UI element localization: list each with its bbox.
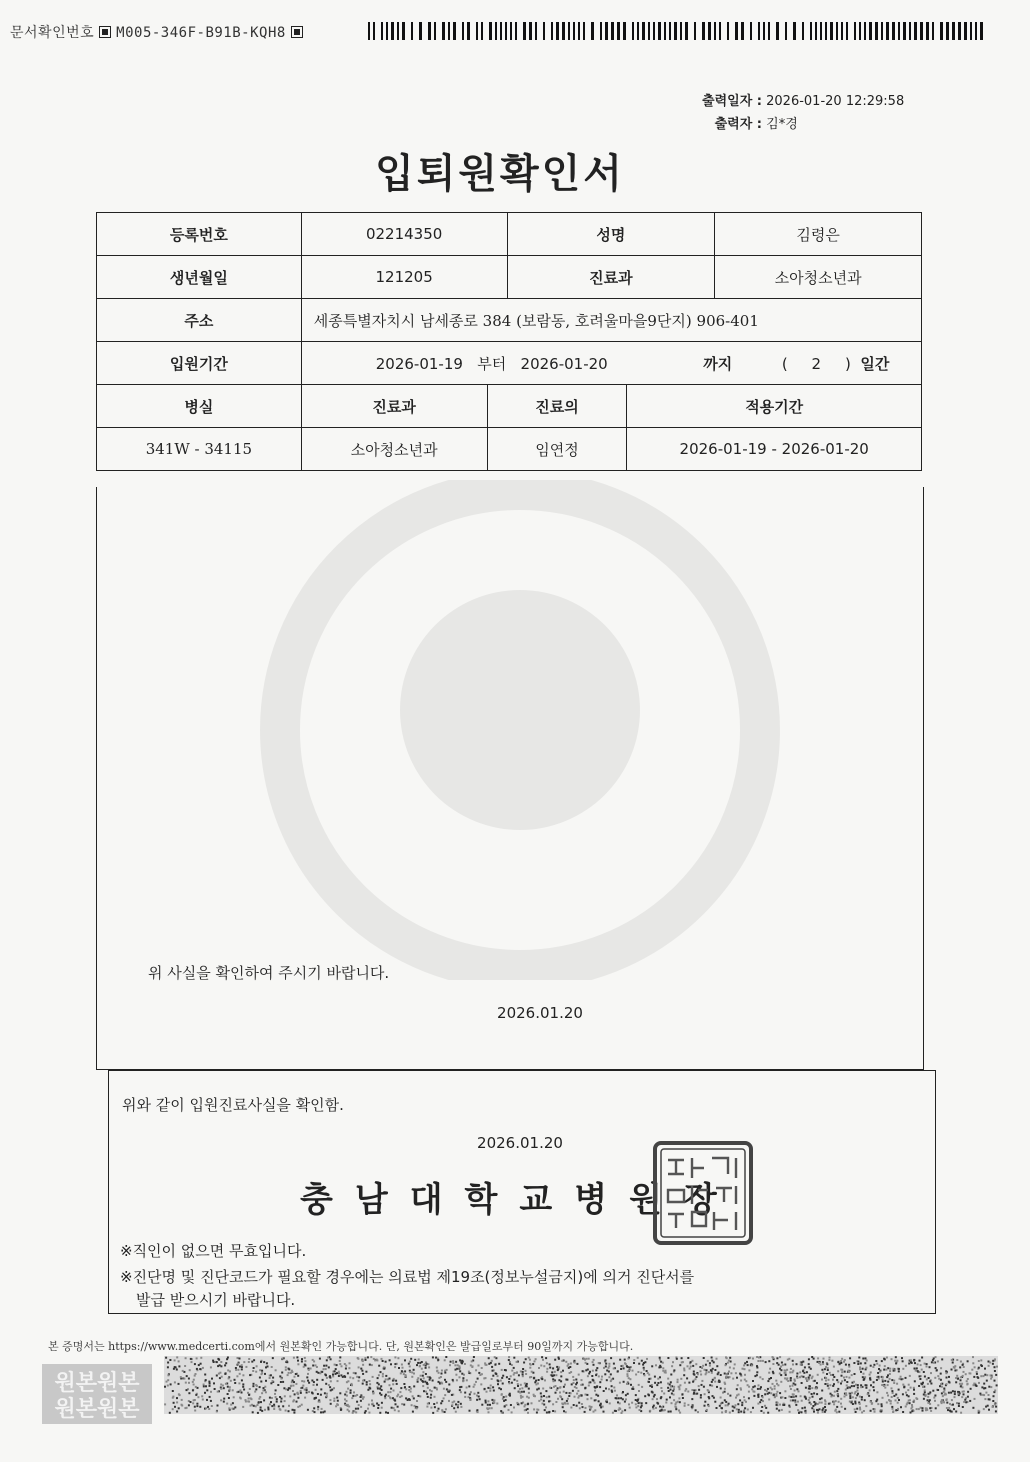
patient-info-table [96, 212, 922, 471]
original-stamp [42, 1364, 152, 1424]
print-date-label: 출력일자 : [702, 94, 762, 109]
hospital-director-name: 충남대학교병원장 [300, 1180, 739, 1220]
apply-period-value: 2026-01-19 - 2026-01-20 [627, 428, 922, 471]
days-open: ( [781, 354, 788, 373]
ward-dept-value: 소아청소년과 [301, 428, 487, 471]
reg-no-label: 등록번호 [97, 213, 302, 256]
note-seal-required: ※직인이 없으면 무효입니다. [120, 1242, 307, 1260]
doctor-label: 진료의 [487, 385, 627, 428]
address-label: 주소 [97, 299, 302, 342]
table-row [97, 342, 922, 385]
days-close: ) [844, 354, 851, 373]
print-date-value: 2026-01-20 12:29:58 [766, 94, 905, 109]
period-value [301, 342, 921, 385]
period-start: 2026-01-19 [375, 354, 463, 373]
square-bullet-icon [291, 26, 303, 38]
official-seal [652, 1140, 754, 1246]
barcode [368, 22, 990, 40]
name-label: 성명 [507, 213, 715, 256]
square-bullet-icon [99, 26, 111, 38]
ward-dept-label: 진료과 [301, 385, 487, 428]
birth-label: 생년월일 [97, 256, 302, 299]
note-diagnosis-line1: ※진단명 및 진단코드가 필요할 경우에는 의료법 제19조(정보누설금지)에 의거 진단서를 [120, 1268, 695, 1286]
days-count: 2 [811, 354, 822, 373]
document-title: 입퇴원확인서 [375, 151, 625, 197]
period-label: 입원기간 [97, 342, 302, 385]
doc-check-label: 문서확인번호 [10, 25, 95, 41]
printer-value: 김*경 [766, 117, 798, 132]
apply-period-label: 적용기간 [627, 385, 922, 428]
table-row [97, 428, 922, 471]
table-row [97, 256, 922, 299]
ward-label: 병실 [97, 385, 302, 428]
confirm-date: 2026.01.20 [477, 1134, 563, 1152]
doctor-value: 임연정 [487, 428, 627, 471]
days-word: 일간 [860, 354, 890, 373]
confirm-inpatient-text: 위와 같이 입원진료사실을 확인함. [122, 1096, 344, 1114]
from-word: 부터 [477, 354, 507, 373]
dept-label: 진료과 [507, 256, 715, 299]
doc-check-code: M005-346F-B91B-KQH8 [116, 25, 286, 41]
stamp-text-row2: 원본원본 [54, 1396, 140, 1422]
print-meta [694, 90, 904, 136]
period-end: 2026-01-20 [520, 354, 608, 373]
note-diagnosis-line2: 발급 받으시기 바랍니다. [136, 1291, 296, 1309]
reg-no-value: 02214350 [301, 213, 507, 256]
address-value: 세종특별자치시 남세종로 384 (보람동, 호려울마을9단지) 906-401 [301, 299, 921, 342]
birth-value: 121205 [301, 256, 507, 299]
stamp-text-row1: 원본원본 [54, 1370, 140, 1396]
ward-value: 341W - 34115 [97, 428, 302, 471]
verification-note: 본 증명서는 https://www.medcerti.com에서 원본확인 가능합니다. 단, 원본확인은 발급일로부터 90일까지 가능합니다. [48, 1340, 634, 1353]
issue-date: 2026.01.20 [497, 1004, 583, 1022]
until-word: 까지 [703, 354, 733, 373]
security-noise-pattern [164, 1356, 998, 1414]
confirm-request-text: 위 사실을 확인하여 주시기 바랍니다. [148, 964, 390, 982]
table-row [97, 385, 922, 428]
dept-value: 소아청소년과 [715, 256, 922, 299]
name-value: 김령은 [715, 213, 922, 256]
note-diagnosis [120, 1266, 800, 1312]
table-row [97, 213, 922, 256]
table-row [97, 299, 922, 342]
document-check-number [10, 22, 308, 42]
printer-label: 출력자 : [714, 117, 762, 132]
